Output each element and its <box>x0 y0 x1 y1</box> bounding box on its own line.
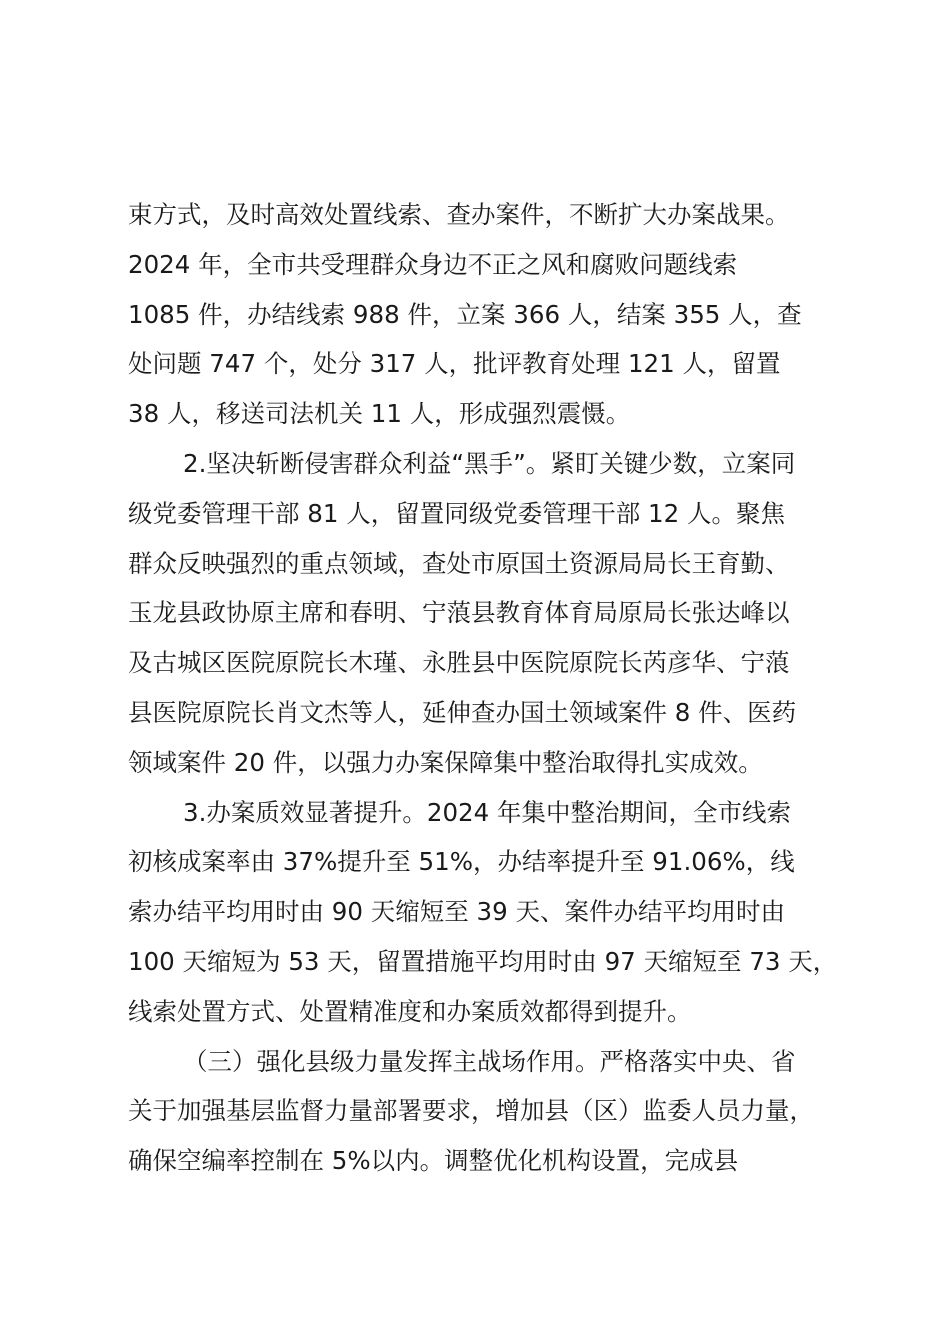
text-line-11: 县医院原院长肖文杰等人，延伸查办国土领域案件 8 件、医药 <box>128 697 797 727</box>
text-line-20: 确保空编率控制在 5%以内。调整优化机构设置，完成县 <box>128 1146 739 1176</box>
text-line-12: 领域案件 20 件，以强力办案保障集中整治取得扎实成效。 <box>128 747 763 777</box>
text-line-8: 群众反映强烈的重点领域，查处市原国土资源局局长王育勤、 <box>128 548 790 578</box>
text-line-19: 关于加强基层监督力量部署要求，增加县（区）监委人员力量， <box>128 1096 814 1126</box>
text-line-14: 初核成案率由 37%提升至 51%，办结率提升至 91.06%，线 <box>128 847 795 877</box>
text-line-4: 处问题 747 个，处分 317 人，批评教育处理 121 人，留置 <box>128 349 781 379</box>
text-line-7: 级党委管理干部 81 人，留置同级党委管理干部 12 人。聚焦 <box>128 498 785 528</box>
text-line-16: 100 天缩短为 53 天，留置措施平均用时由 97 天缩短至 73 天， <box>128 946 838 976</box>
document-body <box>128 190 853 1186</box>
text-line-10: 及古城区医院原院长木瑾、永胜县中医院原院长芮彦华、宁蒗 <box>128 648 790 678</box>
text-line-5: 38 人，移送司法机关 11 人，形成强烈震慑。 <box>128 399 631 429</box>
text-line-13: 3.办案质效显著提升。2024 年集中整治期间，全市线索 <box>183 797 792 827</box>
text-line-2: 2024 年，全市共受理群众身边不正之风和腐败问题线索 <box>128 249 738 279</box>
text-line-6: 2.坚决斩断侵害群众利益“黑手”。紧盯关键少数，立案同 <box>183 448 796 478</box>
text-line-15: 索办结平均用时由 90 天缩短至 39 天、案件办结平均用时由 <box>128 897 785 927</box>
text-line-9: 玉龙县政协原主席和春明、宁蒗县教育体育局原局长张达峰以 <box>128 598 790 628</box>
text-line-18: （三）强化县级力量发挥主战场作用。严格落实中央、省 <box>183 1046 796 1076</box>
text-line-1: 束方式，及时高效处置线索、查办案件，不断扩大办案战果。 <box>128 200 790 229</box>
text-line-3: 1085 件，办结线索 988 件，立案 366 人，结案 355 人，查 <box>128 299 802 329</box>
text-line-17: 线索处置方式、处置精准度和办案质效都得到提升。 <box>128 996 692 1026</box>
